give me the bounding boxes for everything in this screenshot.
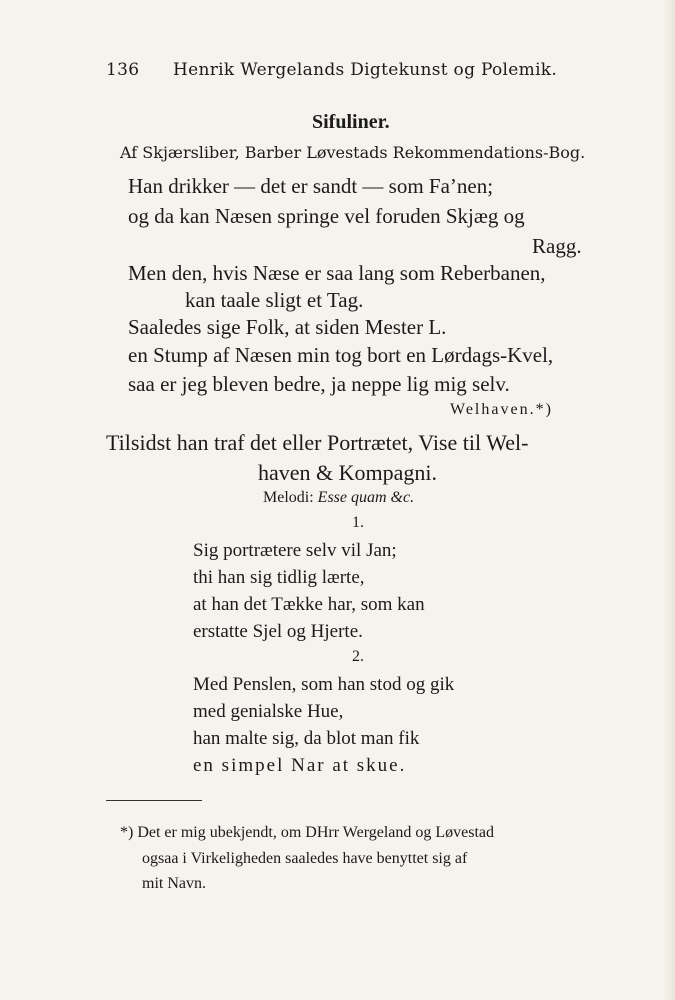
footnote-rule	[106, 800, 202, 801]
intro-line: Tilsidst han traf det eller Portrætet, Vise til Wel-	[106, 430, 529, 455]
byline: Af Skjærsliber, Barber Løvestads Rekommendations-Bog.	[120, 143, 586, 162]
footnote-line: *) Det er mig ubekjendt, om DHrr Wergeland og Løvestad	[120, 824, 495, 841]
stanza-line: Sig portrætere selv vil Jan;	[193, 540, 397, 561]
attribution: Welhaven.*)	[450, 401, 553, 418]
stanza-line: han malte sig, da blot man fik	[193, 728, 420, 749]
poem-title: Sifuliner.	[312, 111, 390, 133]
poem-line: og da kan Næsen springe vel foruden Skjæg og	[128, 204, 525, 228]
poem-line: en Stump af Næsen min tog bort en Lørdags-Kvel,	[128, 343, 554, 367]
stanza-number: 1.	[352, 514, 364, 531]
page-number: 136	[106, 60, 140, 80]
poem-line: saa er jeg bleven bedre, ja neppe lig mig selv.	[128, 372, 510, 396]
poem-line: Saaledes sige Folk, at siden Mester L.	[128, 315, 447, 339]
melody-value: Esse quam &c.	[317, 489, 415, 506]
poem-line: kan taale sligt et Tag.	[185, 288, 364, 312]
poem-line: Ragg.	[532, 234, 582, 258]
poem-line: Han drikker — det er sandt — som Fa’nen;	[128, 174, 494, 198]
footnote-line: mit Navn.	[142, 875, 206, 892]
stanza-line: erstatte Sjel og Hjerte.	[193, 621, 363, 642]
melody-label: Melodi:	[263, 489, 314, 506]
intro-line: haven & Kompagni.	[258, 460, 438, 485]
stanza-line: en simpel Nar at skue.	[193, 755, 407, 776]
page-edge-shadow	[663, 0, 675, 1000]
stanza-line: at han det Tække har, som kan	[193, 594, 425, 615]
stanza-line: Med Penslen, som han stod og gik	[193, 674, 455, 695]
melody	[263, 490, 414, 506]
running-title: Henrik Wergelands Digtekunst og Polemik.	[173, 60, 558, 80]
footnote-line: ogsaa i Virkeligheden saaledes have benyttet sig af	[142, 850, 468, 867]
stanza-line: med genialske Hue,	[193, 701, 344, 722]
stanza-number: 2.	[352, 648, 364, 665]
stanza-line: thi han sig tidlig lærte,	[193, 567, 365, 588]
poem-line: Men den, hvis Næse er saa lang som Reberbanen,	[128, 261, 546, 285]
